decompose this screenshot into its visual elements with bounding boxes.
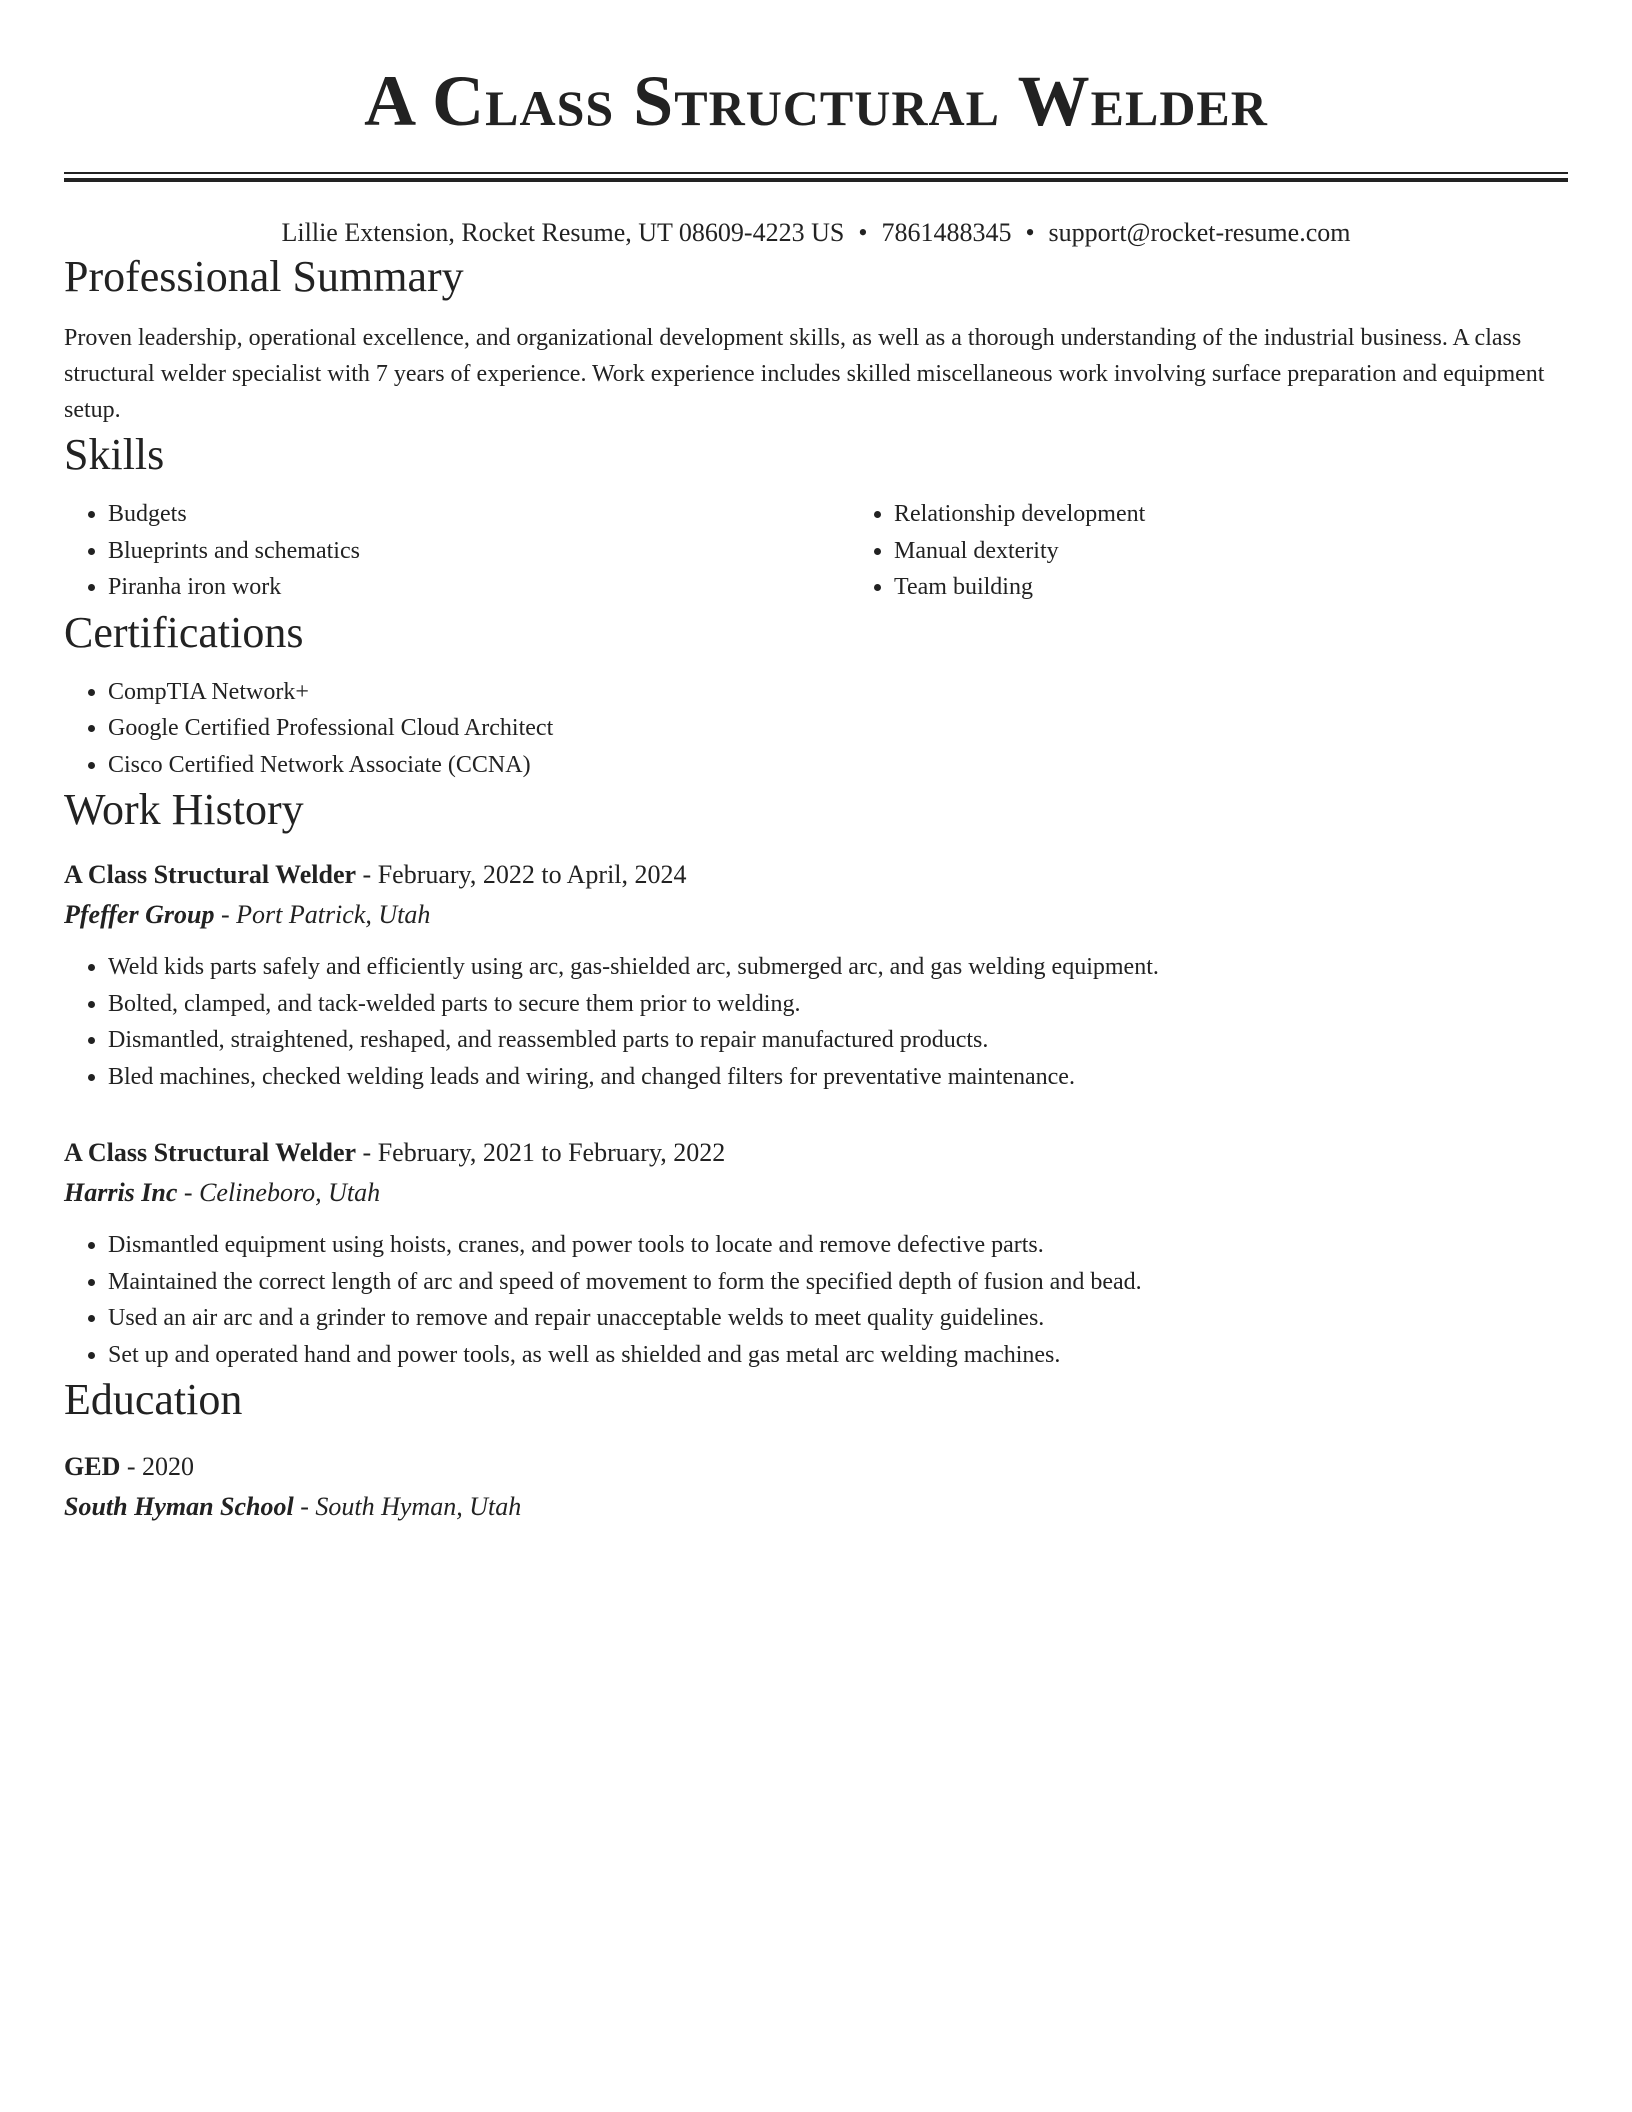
- job-location: - Celineboro, Utah: [177, 1178, 381, 1207]
- contact-separator: •: [1025, 218, 1035, 247]
- job-company: Harris Inc: [64, 1178, 178, 1207]
- title-divider: [64, 172, 1568, 182]
- job-duty: • Weld kids parts safely and efficiently using arc, gas-shielded arc, submerged arc, and gas welding equipment.: [108, 949, 1568, 986]
- skills-heading: Skills: [64, 430, 165, 479]
- certification-item: • CompTIA Network+: [108, 674, 1568, 711]
- education-degree: GED: [64, 1452, 121, 1481]
- skill-item: • Relationship development: [894, 496, 1145, 533]
- job-title-line: [64, 1135, 1568, 1171]
- job-company-line: [64, 897, 1568, 933]
- contact-separator: •: [858, 218, 868, 247]
- job-title-line: [64, 857, 1568, 893]
- job-entry: [64, 1135, 1568, 1373]
- job-dates: - February, 2021 to February, 2022: [356, 1138, 726, 1167]
- contact-line: [64, 216, 1568, 250]
- job-entry: [64, 857, 1568, 1095]
- education-location: - South Hyman, Utah: [293, 1492, 522, 1521]
- certification-item: • Cisco Certified Network Associate (CCNA): [108, 747, 1568, 784]
- education-school: South Hyman School: [64, 1492, 294, 1521]
- job-company: Pfeffer Group: [64, 900, 215, 929]
- job-duties-list: [64, 1227, 1568, 1373]
- certification-item: • Google Certified Professional Cloud Architect: [108, 710, 1568, 747]
- education-degree-line: [64, 1449, 1568, 1485]
- job-location: - Port Patrick, Utah: [214, 900, 431, 929]
- certifications-list: [64, 674, 1568, 784]
- certifications-heading: Certifications: [64, 607, 304, 657]
- summary-heading: Professional Summary: [64, 252, 464, 301]
- job-duties-list: [64, 949, 1568, 1095]
- skill-item: • Budgets: [108, 496, 850, 533]
- skills-list-right: [850, 496, 1145, 606]
- work-history-heading: Work History: [64, 785, 304, 834]
- job-company-line: [64, 1175, 1568, 1211]
- job-dates: - February, 2022 to April, 2024: [356, 860, 687, 889]
- skill-item: • Piranha iron work: [108, 569, 850, 606]
- job-duty: • Set up and operated hand and power tools, as well as shielded and gas metal arc welding machines.: [108, 1337, 1568, 1374]
- job-duty: • Bled machines, checked welding leads and wiring, and changed filters for preventative maintenance.: [108, 1059, 1568, 1096]
- contact-address: Lillie Extension, Rocket Resume, UT 08609-4223 US: [281, 218, 845, 247]
- resume-title: A Class Structural Welder: [364, 61, 1268, 141]
- education-year: - 2020: [120, 1452, 195, 1481]
- job-title: A Class Structural Welder: [64, 860, 357, 889]
- skill-item: • Team building: [894, 569, 1145, 606]
- skill-item: • Manual dexterity: [894, 533, 1145, 570]
- education-school-line: [64, 1489, 1568, 1525]
- job-duty: • Dismantled, straightened, reshaped, and reassembled parts to repair manufactured products.: [108, 1022, 1568, 1059]
- job-duty: • Maintained the correct length of arc and speed of movement to form the specified depth of fusion and bead.: [108, 1264, 1568, 1301]
- job-duty: • Used an air arc and a grinder to remove and repair unacceptable welds to meet quality guidelines.: [108, 1300, 1568, 1337]
- contact-email: support@rocket-resume.com: [1048, 218, 1351, 247]
- education-heading: Education: [64, 1375, 243, 1424]
- job-duty: • Dismantled equipment using hoists, cranes, and power tools to locate and remove defective parts.: [108, 1227, 1568, 1264]
- job-title: A Class Structural Welder: [64, 1138, 357, 1167]
- skill-item: • Blueprints and schematics: [108, 533, 850, 570]
- summary-text: Proven leadership, operational excellence, and organizational development skills, as well as a thorough understanding of the industrial business. A class structural welder specialist with 7 years of experience. Work experience includes skilled miscellaneous work involving surface preparation and equipment setup.: [64, 325, 1545, 423]
- contact-phone: 7861488345: [881, 218, 1012, 247]
- job-duty: • Bolted, clamped, and tack-welded parts to secure them prior to welding.: [108, 986, 1568, 1023]
- skills-list-left: [64, 496, 850, 606]
- skills-grid: [64, 482, 1568, 606]
